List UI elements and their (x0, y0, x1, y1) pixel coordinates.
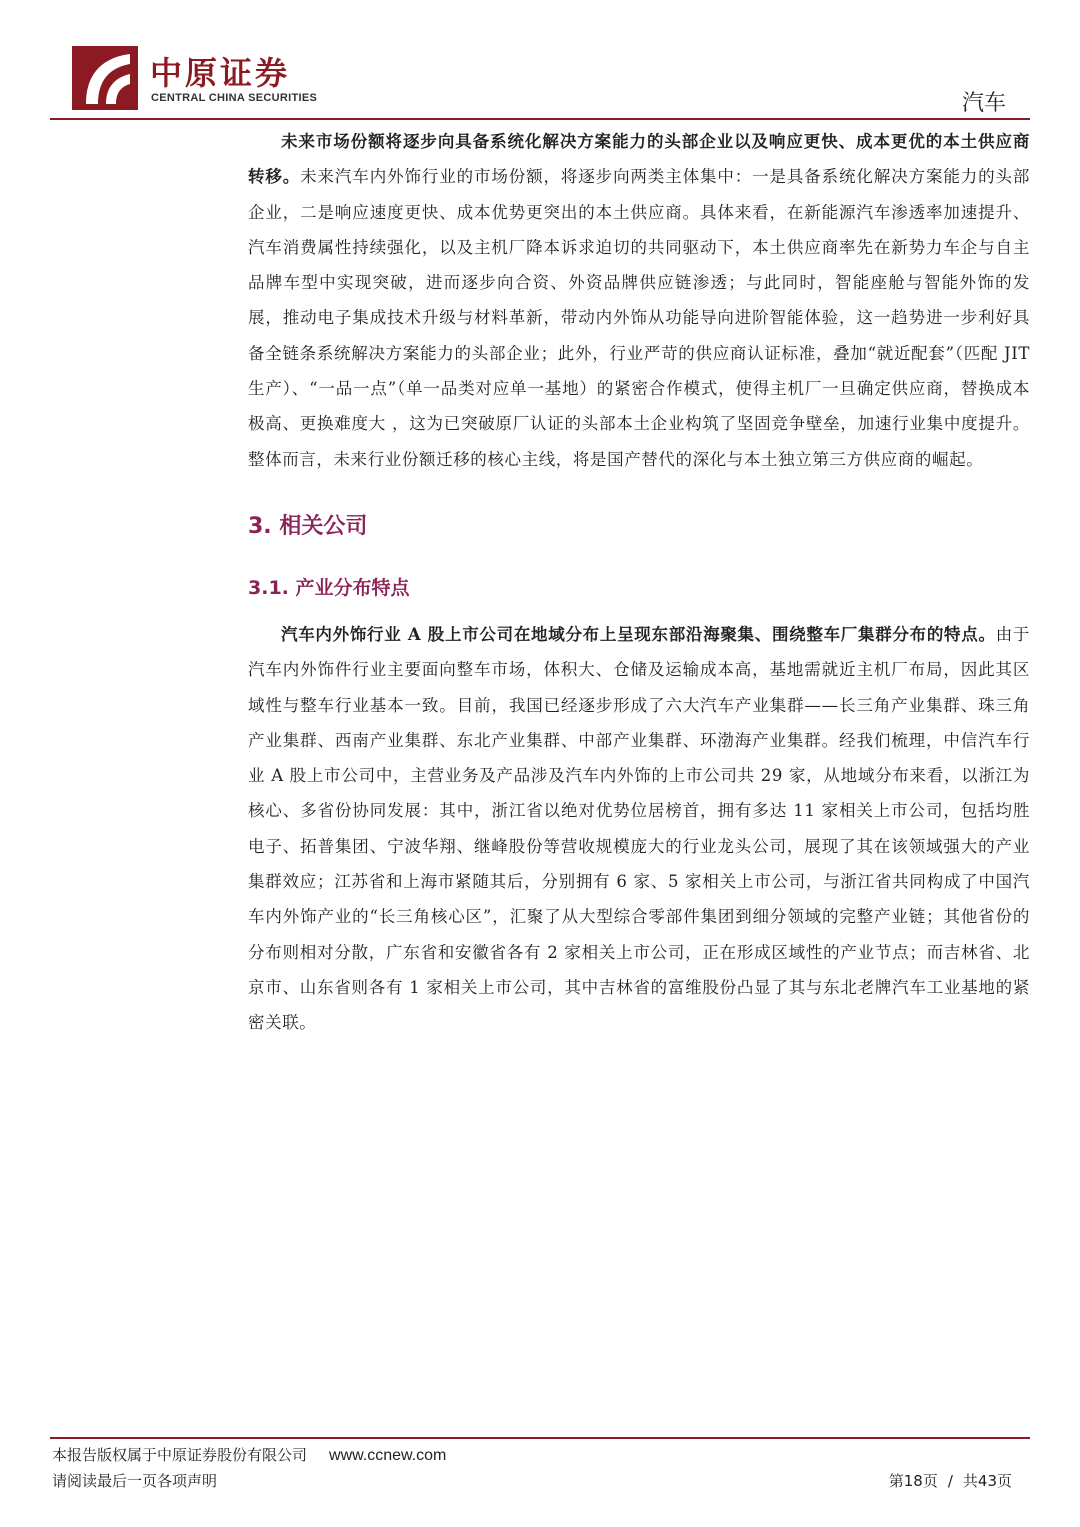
section-heading: 3. 相关公司 (248, 513, 368, 539)
footer-disclaimer: 请阅读最后一页各项声明 (52, 1472, 218, 1490)
paragraph-text-market-share: 未来汽车内外饰行业的市场份额，将逐步向两类主体集中：一是具备系统化解决方案能力的头部企业，二是响应速度更快、成本优势更突出的本土供应商。具体来看，在新能源汽车渗透率加速提升、汽车消费属性持续强化，以及主机厂降本诉求迫切的共同驱动下，本土供应商率先在新势力车企与自主品牌车型中实现突破，进而逐步向合资、外资品牌供应链渗透；与此同时，智能座舱与智能外饰的发展，推动电子集成技术升级与材料革新，带动内外饰从功能导向进阶智能体验，这一趋势进一步利好具备全链条系统解决方案能力的头部企业；此外，行业严苛的供应商认证标准，叠加“就近配套”（匹配 JIT 生产）、“一品一点”（单一品类对应单一基地）的紧密合作模式，使得主机厂一旦确定供应商，替换成本极高、更换难度大 ，这为已突破原厂认证的头部本土企业构筑了坚固竞争壁垒，加速行业集中度提升。整体而言，未来行业份额迁移的核心主线，将是国产替代的深化与本土独立第三方供应商的崛起。 (248, 167, 1030, 469)
footer-website-link[interactable]: www.ccnew.com (329, 1447, 447, 1464)
footer-divider (50, 1437, 1030, 1439)
section-label: 汽车 (961, 91, 1006, 116)
company-logo-icon (72, 46, 138, 110)
subsection-heading: 3.1. 产业分布特点 (248, 576, 410, 599)
header-divider (50, 118, 1030, 120)
page-separator: / (947, 1472, 953, 1490)
paragraph-lead-distribution: 汽车内外饰行业 A 股上市公司在地域分布上呈现东部沿海聚集、围绕整车厂集群分布的特点。 (281, 624, 996, 644)
footer-copyright: 本报告版权属于中原证券股份有限公司 (52, 1446, 308, 1464)
logo-english-name: CENTRAL CHINA SECURITIES (151, 92, 318, 104)
page-total: 共43页 (962, 1472, 1012, 1490)
paragraph-market-share (248, 124, 1030, 477)
paragraph-industry-distribution (248, 617, 1030, 1041)
footer-copyright-line (52, 1444, 446, 1465)
report-body (248, 124, 1030, 1041)
page-current: 第18页 (888, 1472, 938, 1490)
page-header (0, 0, 1080, 122)
page-number (889, 1470, 1012, 1491)
logo-chinese-name: 中原证券 (150, 54, 291, 92)
paragraph-text-distribution: 由于汽车内外饰件行业主要面向整车市场，体积大、仓储及运输成本高，基地需就近主机厂布局，因此其区域性与整车行业基本一致。目前，我国已经逐步形成了六大汽车产业集群——长三角产业集群、珠三角产业集群、西南产业集群、东北产业集群、中部产业集群、环渤海产业集群。经我们梳理，中信汽车行业 A 股上市公司中，主营业务及产品涉及汽车内外饰的上市公司共 29 家，从地域分布来看，以浙江为核心、多省份协同发展：其中，浙江省以绝对优势位居榜首，拥有多达 11 家相关上市公司，包括均胜电子、拓普集团、宁波华翔、继峰股份等营收规模庞大的行业龙头公司，展现了其在该领域强大的产业集群效应；江苏省和上海市紧随其后，分别拥有 6 家、5 家相关上市公司，与浙江省共同构成了中国汽车内外饰产业的“长三角核心区”，汇聚了从大型综合零部件集团到细分领域的完整产业链；其他省份的分布则相对分散，广东省和安徽省各有 2 家相关上市公司，正在形成区域性的产业节点；而吉林省、北京市、山东省则各有 1 家相关上市公司，其中吉林省的富维股份凸显了其与东北老牌汽车工业基地的紧密关联。 (248, 624, 1030, 1033)
paragraph-lead-market-share: 未来市场份额将逐步向具备系统化解决方案能力的头部企业以及响应更快、成本更优的本土供应商转移。 (248, 132, 1030, 187)
